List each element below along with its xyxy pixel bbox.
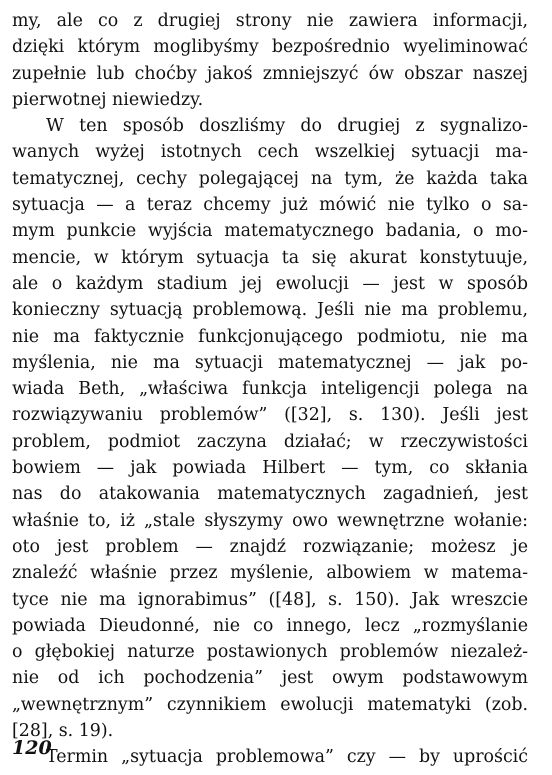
- text-line: znaleźć właśnie przez myślenie, albowiem w matema-: [12, 563, 528, 584]
- text-line: mencie, w którym sytuacja ta się akurat konstytuuje,: [12, 247, 528, 268]
- text-line: ale o każdym stadium jej ewolucji — jest w sposób: [12, 273, 528, 294]
- text-line: nie ma faktycznie funkcjonującego podmiotu, nie ma: [12, 326, 528, 347]
- text-line: wanych wyżej istotnych cech wszelkiej sytuacji ma-: [12, 142, 528, 163]
- paragraph: [12, 744, 528, 770]
- text-line: sytuacja — a teraz chcemy już mówić nie tylko o sa-: [12, 195, 528, 216]
- text-line: tyce nie ma ignorabimus” ([48], s. 150). Jak wreszcie: [12, 589, 528, 610]
- text-line: właśnie to, iż „stale słyszymy owo wewnętrzne wołanie:: [12, 510, 528, 531]
- text-line: oto jest problem — znajdź rozwiązanie; możesz je: [12, 536, 528, 557]
- text-line: W ten sposób doszliśmy do drugiej z sygnalizo-: [46, 116, 528, 137]
- text-line: myślenia, nie ma sytuacji matematycznej — jak po-: [12, 352, 528, 373]
- text-line: dzięki którym moglibyśmy bezpośrednio wyeliminować: [12, 37, 528, 58]
- text-line: powiada Dieudonné, nie co innego, lecz „rozmyślanie: [12, 615, 528, 636]
- text-line: mym punkcie wyjścia matematycznego badania, o mo-: [12, 221, 528, 242]
- page-number: 120: [12, 737, 52, 759]
- text-line: rozwiązywaniu problemów” ([32], s. 130). Jeśli jest: [12, 405, 528, 426]
- text-line: „wewnętrznym” czynnikiem ewolucji matematyki (zob.: [12, 694, 528, 715]
- text-line: nie od ich pochodzenia” jest owym podstawowym: [12, 668, 528, 689]
- text-line: o głębokiej naturze postawionych problemów niezależ-: [12, 642, 528, 663]
- text-line: tematycznej, cechy polegającej na tym, że każda taka: [12, 168, 528, 189]
- paragraph: [12, 113, 528, 744]
- text-line: pierwotnej niewiedzy.: [12, 89, 204, 110]
- paragraph: [12, 8, 528, 113]
- text-line: my, ale co z drugiej strony nie zawiera informacji,: [12, 11, 528, 31]
- text-line: zupełnie lub choćby jakoś zmniejszyć ów obszar naszej: [12, 63, 528, 84]
- text-line: [28], s. 19).: [12, 721, 114, 742]
- page-text: [12, 8, 528, 771]
- text-line: wiada Beth, „właściwa funkcja inteligencji polega na: [12, 379, 528, 400]
- text-line: bowiem — jak powiada Hilbert — tym, co skłania: [12, 458, 528, 479]
- text-line: nas do atakowania matematycznych zagadnień, jest: [12, 484, 528, 505]
- text-line: Termin „sytuacja problemowa” czy — by uprościć: [46, 747, 528, 768]
- text-line: konieczny sytuacją problemową. Jeśli nie ma problemu,: [12, 300, 528, 321]
- text-line: problem, podmiot zaczyna działać; w rzeczywistości: [12, 431, 528, 452]
